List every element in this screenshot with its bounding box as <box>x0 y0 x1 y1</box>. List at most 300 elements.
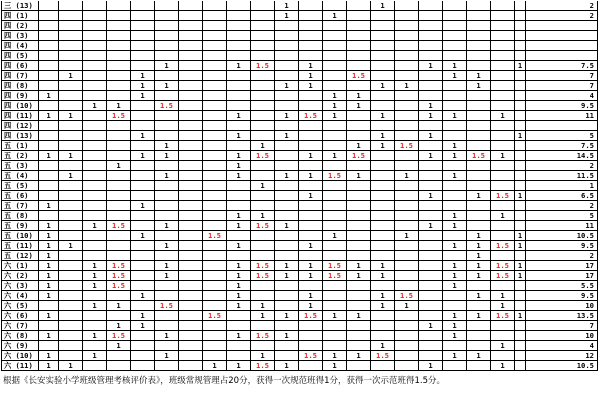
score-cell <box>59 1 83 11</box>
score-cell <box>179 41 203 51</box>
score-cell <box>467 71 491 81</box>
score-cell <box>491 121 515 131</box>
score-value: 1 <box>476 231 481 240</box>
score-cell <box>155 131 179 141</box>
score-cell <box>39 361 59 371</box>
score-value: 1 <box>68 241 73 250</box>
table-row <box>1 61 598 71</box>
score-value: 1 <box>46 361 51 370</box>
score-cell <box>131 91 155 101</box>
score-cell <box>155 301 179 311</box>
score-value: 1 <box>140 321 145 330</box>
score-value: 1 <box>164 171 169 180</box>
class-label: 六 (11) <box>1 361 39 371</box>
score-cell <box>443 91 467 101</box>
score-cell <box>227 41 251 51</box>
total-score <box>526 121 598 131</box>
score-cell <box>323 21 347 31</box>
score-cell <box>491 361 515 371</box>
score-cell <box>347 161 371 171</box>
score-cell <box>419 141 443 151</box>
score-cell <box>203 51 227 61</box>
score-cell <box>83 171 107 181</box>
score-value: 1 <box>452 321 457 330</box>
score-cell <box>275 51 299 61</box>
score-cell <box>491 221 515 231</box>
score-cell <box>203 211 227 221</box>
score-value: 1.5 <box>112 221 125 230</box>
score-value: 1 <box>140 291 145 300</box>
score-cell <box>251 171 275 181</box>
score-value: 1.5 <box>256 361 269 370</box>
score-cell <box>419 261 443 271</box>
score-cell <box>299 61 323 71</box>
score-cell <box>251 281 275 291</box>
score-cell <box>395 201 419 211</box>
score-cell <box>491 101 515 111</box>
score-cell <box>275 331 299 341</box>
score-cell <box>59 321 83 331</box>
score-value: 1 <box>428 191 433 200</box>
score-cell <box>203 361 227 371</box>
score-cell <box>323 361 347 371</box>
total-score: 14.5 <box>526 151 598 161</box>
score-cell <box>371 301 395 311</box>
score-cell <box>203 341 227 351</box>
score-cell <box>467 361 491 371</box>
score-value: 1 <box>140 151 145 160</box>
score-value: 1 <box>164 271 169 280</box>
score-value: 1 <box>380 141 385 150</box>
score-value: 1 <box>140 131 145 140</box>
table-caption: 根据《长安实验小学班级管理考核评价表》，班级常规管理占20分，获得一次规范班得1分，获得一次示范班得1.5分。 <box>3 376 445 386</box>
score-value: 1 <box>164 141 169 150</box>
score-cell <box>107 51 131 61</box>
score-value: 1.5 <box>352 151 365 160</box>
score-cell <box>131 181 155 191</box>
score-value: 1 <box>404 81 409 90</box>
score-cell <box>107 221 131 231</box>
score-value: 1 <box>140 231 145 240</box>
score-value: 1 <box>92 281 97 290</box>
score-cell <box>251 31 275 41</box>
score-cell <box>227 141 251 151</box>
score-cell <box>275 11 299 21</box>
score-cell <box>299 341 323 351</box>
score-cell <box>347 221 371 231</box>
total-score <box>526 41 598 51</box>
score-cell <box>515 121 526 131</box>
score-cell <box>299 241 323 251</box>
score-cell <box>131 321 155 331</box>
score-cell <box>251 191 275 201</box>
score-cell <box>179 111 203 121</box>
score-cell <box>107 341 131 351</box>
score-cell <box>323 201 347 211</box>
score-cell <box>155 331 179 341</box>
score-cell <box>131 231 155 241</box>
score-cell <box>59 311 83 321</box>
class-label: 五 (8) <box>1 211 39 221</box>
score-cell <box>467 261 491 271</box>
score-cell <box>59 201 83 211</box>
score-cell <box>347 341 371 351</box>
score-cell <box>179 191 203 201</box>
score-cell <box>179 131 203 141</box>
score-value: 1.5 <box>112 111 125 120</box>
score-cell <box>251 51 275 61</box>
score-cell <box>155 261 179 271</box>
score-cell <box>59 61 83 71</box>
score-cell <box>419 51 443 61</box>
score-cell <box>347 121 371 131</box>
score-cell <box>275 61 299 71</box>
score-value: 1.5 <box>496 241 509 250</box>
score-cell <box>443 331 467 341</box>
table-row <box>1 351 598 361</box>
score-value: 1 <box>356 311 361 320</box>
score-cell <box>59 301 83 311</box>
score-value: 1.5 <box>304 351 317 360</box>
score-cell <box>227 251 251 261</box>
table-row <box>1 211 598 221</box>
table-row <box>1 11 598 21</box>
class-label: 三 (13) <box>1 1 39 11</box>
class-label: 四 (5) <box>1 51 39 61</box>
score-value: 1.5 <box>400 291 413 300</box>
score-cell <box>443 81 467 91</box>
score-cell <box>467 91 491 101</box>
score-cell <box>39 41 59 51</box>
score-value: 1 <box>428 131 433 140</box>
score-cell <box>83 101 107 111</box>
score-cell <box>299 11 323 21</box>
score-cell <box>443 171 467 181</box>
score-cell <box>107 111 131 121</box>
score-cell <box>443 1 467 11</box>
score-cell <box>323 251 347 261</box>
score-cell <box>467 1 491 11</box>
table-row <box>1 161 598 171</box>
score-cell <box>515 1 526 11</box>
total-score: 12 <box>526 351 598 361</box>
score-cell <box>467 301 491 311</box>
score-cell <box>347 151 371 161</box>
class-label: 六 (8) <box>1 331 39 341</box>
score-value: 1 <box>380 81 385 90</box>
score-value: 1 <box>476 191 481 200</box>
score-cell <box>227 51 251 61</box>
score-value: 1.5 <box>256 331 269 340</box>
score-cell <box>251 211 275 221</box>
score-cell <box>371 151 395 161</box>
score-cell <box>443 121 467 131</box>
score-cell <box>467 21 491 31</box>
score-value: 1 <box>46 291 51 300</box>
score-cell <box>491 281 515 291</box>
score-cell <box>83 51 107 61</box>
score-value: 1 <box>284 171 289 180</box>
score-cell <box>515 301 526 311</box>
score-value: 1.5 <box>328 171 341 180</box>
score-cell <box>227 81 251 91</box>
score-cell <box>347 231 371 241</box>
score-cell <box>443 41 467 51</box>
score-cell <box>491 131 515 141</box>
score-cell <box>251 231 275 241</box>
score-cell <box>467 181 491 191</box>
score-cell <box>179 61 203 71</box>
score-value: 1 <box>404 171 409 180</box>
class-label: 四 (9) <box>1 91 39 101</box>
score-cell <box>39 181 59 191</box>
table-row <box>1 201 598 211</box>
score-cell <box>443 251 467 261</box>
score-cell <box>179 101 203 111</box>
score-cell <box>371 161 395 171</box>
score-cell <box>251 11 275 21</box>
score-cell <box>155 51 179 61</box>
score-cell <box>155 281 179 291</box>
score-cell <box>39 111 59 121</box>
score-cell <box>419 291 443 301</box>
score-cell <box>515 321 526 331</box>
score-cell <box>227 151 251 161</box>
score-cell <box>107 41 131 51</box>
score-cell <box>155 21 179 31</box>
score-cell <box>347 321 371 331</box>
score-value: 1 <box>380 271 385 280</box>
class-label: 四 (2) <box>1 21 39 31</box>
score-cell <box>515 351 526 361</box>
total-score: 7.5 <box>526 141 598 151</box>
score-value: 1 <box>452 241 457 250</box>
score-cell <box>179 291 203 301</box>
score-cell <box>299 281 323 291</box>
score-cell <box>419 211 443 221</box>
score-cell <box>83 271 107 281</box>
class-label: 六 (9) <box>1 341 39 351</box>
score-cell <box>467 241 491 251</box>
score-cell <box>39 291 59 301</box>
score-cell <box>299 21 323 31</box>
score-cell <box>515 31 526 41</box>
score-cell <box>299 181 323 191</box>
score-cell <box>39 171 59 181</box>
score-value: 1 <box>46 331 51 340</box>
score-cell <box>179 121 203 131</box>
score-cell <box>395 71 419 81</box>
score-value: 1 <box>284 361 289 370</box>
score-value: 1 <box>476 261 481 270</box>
score-cell <box>59 211 83 221</box>
score-value: 1 <box>46 111 51 120</box>
class-label: 四 (10) <box>1 101 39 111</box>
score-cell <box>419 181 443 191</box>
score-value: 1.5 <box>304 111 317 120</box>
score-cell <box>491 321 515 331</box>
score-cell <box>395 331 419 341</box>
score-cell <box>59 11 83 21</box>
score-cell <box>83 311 107 321</box>
score-cell <box>107 21 131 31</box>
score-cell <box>275 291 299 301</box>
score-cell <box>299 311 323 321</box>
score-value: 1 <box>500 301 505 310</box>
score-value: 1 <box>68 171 73 180</box>
score-value: 1 <box>428 361 433 370</box>
score-cell <box>443 271 467 281</box>
score-cell <box>227 261 251 271</box>
score-cell <box>179 221 203 231</box>
score-cell <box>155 121 179 131</box>
score-cell <box>251 71 275 81</box>
table-row <box>1 171 598 181</box>
score-cell <box>443 301 467 311</box>
score-cell <box>467 341 491 351</box>
score-cell <box>227 321 251 331</box>
score-cell <box>395 91 419 101</box>
table-row <box>1 241 598 251</box>
score-cell <box>227 21 251 31</box>
score-value: 1 <box>140 91 145 100</box>
score-cell <box>251 161 275 171</box>
total-score: 11 <box>526 221 598 231</box>
score-value: 1 <box>260 351 265 360</box>
score-value: 1 <box>356 261 361 270</box>
score-cell <box>39 161 59 171</box>
score-cell <box>491 151 515 161</box>
score-cell <box>203 321 227 331</box>
total-score: 10 <box>526 331 598 341</box>
score-cell <box>323 51 347 61</box>
score-cell <box>83 241 107 251</box>
score-cell <box>419 301 443 311</box>
score-cell <box>419 41 443 51</box>
score-cell <box>59 151 83 161</box>
score-value: 1 <box>452 221 457 230</box>
score-cell <box>371 281 395 291</box>
score-cell <box>419 201 443 211</box>
score-cell <box>419 81 443 91</box>
total-score: 11 <box>526 111 598 121</box>
score-cell <box>491 81 515 91</box>
score-value: 1 <box>308 81 313 90</box>
score-cell <box>107 331 131 341</box>
score-cell <box>491 71 515 81</box>
score-cell <box>371 291 395 301</box>
score-value: 1 <box>260 141 265 150</box>
score-cell <box>59 221 83 231</box>
score-cell <box>83 91 107 101</box>
score-value: 1 <box>236 111 241 120</box>
score-cell <box>39 91 59 101</box>
total-score: 7 <box>526 81 598 91</box>
table-row <box>1 1 598 11</box>
score-cell <box>131 241 155 251</box>
score-cell <box>467 161 491 171</box>
score-value: 1 <box>140 201 145 210</box>
total-score: 17 <box>526 271 598 281</box>
score-cell <box>299 171 323 181</box>
score-cell <box>179 281 203 291</box>
score-cell <box>39 261 59 271</box>
score-cell <box>371 341 395 351</box>
score-value: 1.5 <box>400 141 413 150</box>
score-cell <box>203 311 227 321</box>
total-score: 2 <box>526 161 598 171</box>
score-cell <box>131 271 155 281</box>
score-cell <box>39 301 59 311</box>
score-cell <box>515 181 526 191</box>
score-cell <box>323 11 347 21</box>
score-cell <box>39 251 59 261</box>
score-cell <box>251 181 275 191</box>
score-cell <box>467 131 491 141</box>
score-cell <box>83 61 107 71</box>
score-cell <box>203 1 227 11</box>
score-cell <box>155 351 179 361</box>
score-cell <box>227 211 251 221</box>
score-value: 1 <box>452 141 457 150</box>
score-cell <box>323 1 347 11</box>
score-value: 1.5 <box>208 231 221 240</box>
score-cell <box>275 191 299 201</box>
score-cell <box>323 171 347 181</box>
score-cell <box>227 351 251 361</box>
score-value: 1 <box>236 261 241 270</box>
score-cell <box>323 41 347 51</box>
score-cell <box>395 271 419 281</box>
score-value: 1 <box>476 241 481 250</box>
table-row <box>1 361 598 371</box>
score-cell <box>83 11 107 21</box>
score-cell <box>275 351 299 361</box>
score-value: 1.5 <box>160 301 173 310</box>
score-cell <box>467 81 491 91</box>
score-cell <box>395 321 419 331</box>
score-cell <box>443 161 467 171</box>
score-value: 1.5 <box>112 271 125 280</box>
score-cell <box>155 111 179 121</box>
score-cell <box>83 81 107 91</box>
score-cell <box>131 151 155 161</box>
score-cell <box>299 81 323 91</box>
score-cell <box>467 171 491 181</box>
score-cell <box>39 311 59 321</box>
score-cell <box>59 51 83 61</box>
score-cell <box>323 131 347 141</box>
score-value: 1 <box>308 151 313 160</box>
score-value: 1 <box>452 331 457 340</box>
score-value: 1 <box>500 341 505 350</box>
total-score <box>526 51 598 61</box>
score-cell <box>203 241 227 251</box>
score-value: 1 <box>92 101 97 110</box>
score-cell <box>371 41 395 51</box>
score-cell <box>275 31 299 41</box>
score-cell <box>203 31 227 41</box>
score-cell <box>515 311 526 321</box>
score-value: 1 <box>380 261 385 270</box>
score-cell <box>515 111 526 121</box>
score-cell <box>371 331 395 341</box>
score-value: 1.5 <box>304 311 317 320</box>
score-cell <box>107 241 131 251</box>
score-cell <box>155 41 179 51</box>
class-label: 四 (11) <box>1 111 39 121</box>
score-cell <box>515 201 526 211</box>
